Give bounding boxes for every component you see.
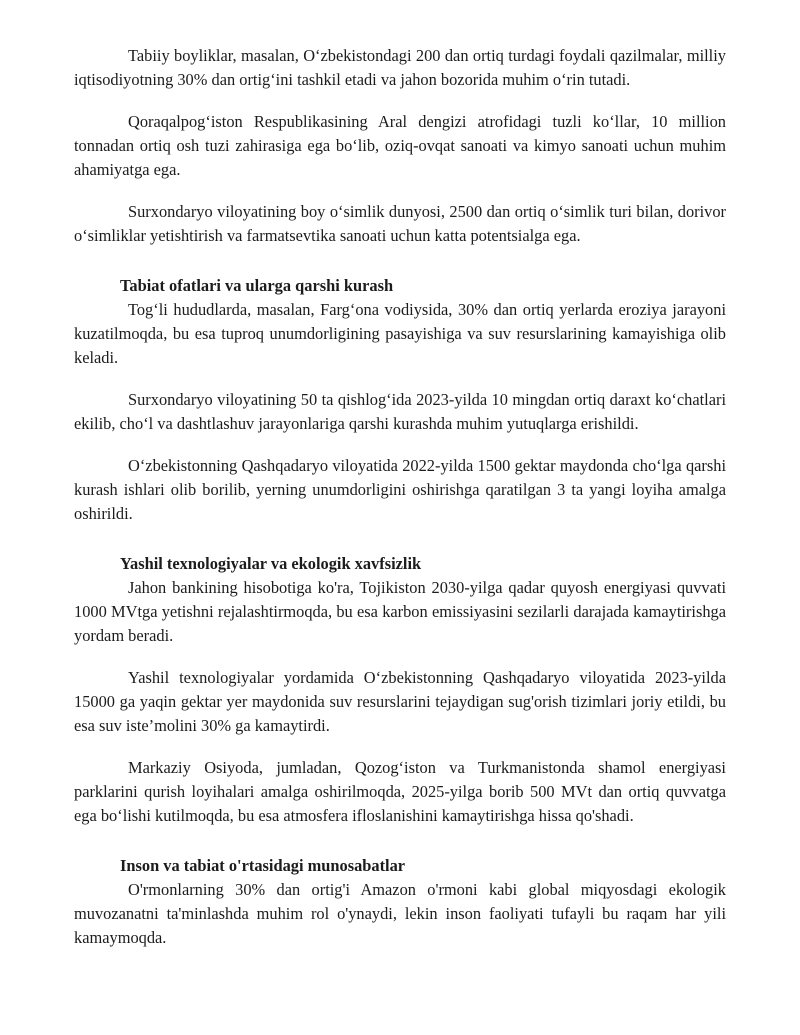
section-heading: Inson va tabiat o'rtasidagi munosabatlar (120, 856, 406, 875)
paragraph: O‘zbekistonning Qashqadaryo viloyatida 2022-yilda 1500 gektar maydonda cho‘lga qarshi kurash ishlari olib borilib, yerning unumdorligini oshirishga qaratilgan 3 ta yangi loyiha amalga oshirildi. (74, 456, 726, 523)
paragraph: Surxondaryo viloyatining boy o‘simlik dunyosi, 2500 dan ortiq o‘simlik turi bilan, dorivor o‘simliklar yetishtirish va farmatsevtika sanoati uchun katta potentsialga ega. (74, 202, 726, 245)
section-heading: Yashil texnologiyalar va ekologik xavfsizlik (120, 554, 422, 573)
section-heading: Tabiat ofatlari va ularga qarshi kurash (120, 276, 394, 295)
paragraph: Yashil texnologiyalar yordamida O‘zbekistonning Qashqadaryo viloyatida 2023-yilda 15000 ga yaqin gektar yer maydonida suv resurslarini tejaydigan sug'orish tizimlari joriy etildi, bu esa suv iste’molini 30% ga kamaytirdi. (74, 668, 726, 735)
section-green-technologies (74, 552, 726, 828)
intro-section (74, 44, 726, 248)
section-natural-disasters (74, 274, 726, 526)
paragraph: Markaziy Osiyoda, jumladan, Qozog‘iston va Turkmanistonda shamol energiyasi parklarini qurish loyihalari amalga oshirilmoqda, 2025-yilga borib 500 MVt dan ortiq quvvatga ega bo‘lishi kutilmoqda, bu esa atmosfera ifloslanishini kamaytirishga hissa qo'shadi. (74, 758, 726, 825)
paragraph: Tog‘li hududlarda, masalan, Farg‘ona vodiysida, 30% dan ortiq yerlarda eroziya jarayoni kuzatilmoqda, bu esa tuproq unumdorligining pasayishiga va suv resurslarining kamayishiga olib keladi. (74, 300, 726, 367)
paragraph: Qoraqalpog‘iston Respublikasining Aral dengizi atrofidagi tuzli ko‘llar, 10 million tonnadan ortiq osh tuzi zahirasiga ega bo‘lib, oziq-ovqat sanoati va kimyo sanoati uchun muhim ahamiyatga ega. (74, 112, 726, 179)
paragraph: O'rmonlarning 30% dan ortig'i Amazon o'rmoni kabi global miqyosdagi ekologik muvozanatni ta'minlashda muhim rol o'ynaydi, lekin inson faoliyati tufayli bu raqam har yili kamaymoqda. (74, 880, 726, 947)
paragraph: Jahon bankining hisobotiga ko'ra, Tojikiston 2030-yilga qadar quyosh energiyasi quvvati 1000 MVtga yetishni rejalashtirmoqda, bu esa karbon emissiyasini sezilarli darajada kamaytirishga yordam beradi. (74, 578, 726, 645)
document-page (74, 44, 726, 950)
paragraph: Tabiiy boyliklar, masalan, O‘zbekistondagi 200 dan ortiq turdagi foydali qazilmalar, milliy iqtisodiyotning 30% dan ortig‘ini tashkil etadi va jahon bozorida muhim o‘rin tutadi. (74, 46, 726, 89)
paragraph: Surxondaryo viloyatining 50 ta qishlog‘ida 2023-yilda 10 mingdan ortiq daraxt ko‘chatlari ekilib, cho‘l va dashtlashuv jarayonlariga qarshi kurashda muhim yutuqlarga erishildi. (74, 390, 726, 433)
section-human-nature (74, 854, 726, 950)
